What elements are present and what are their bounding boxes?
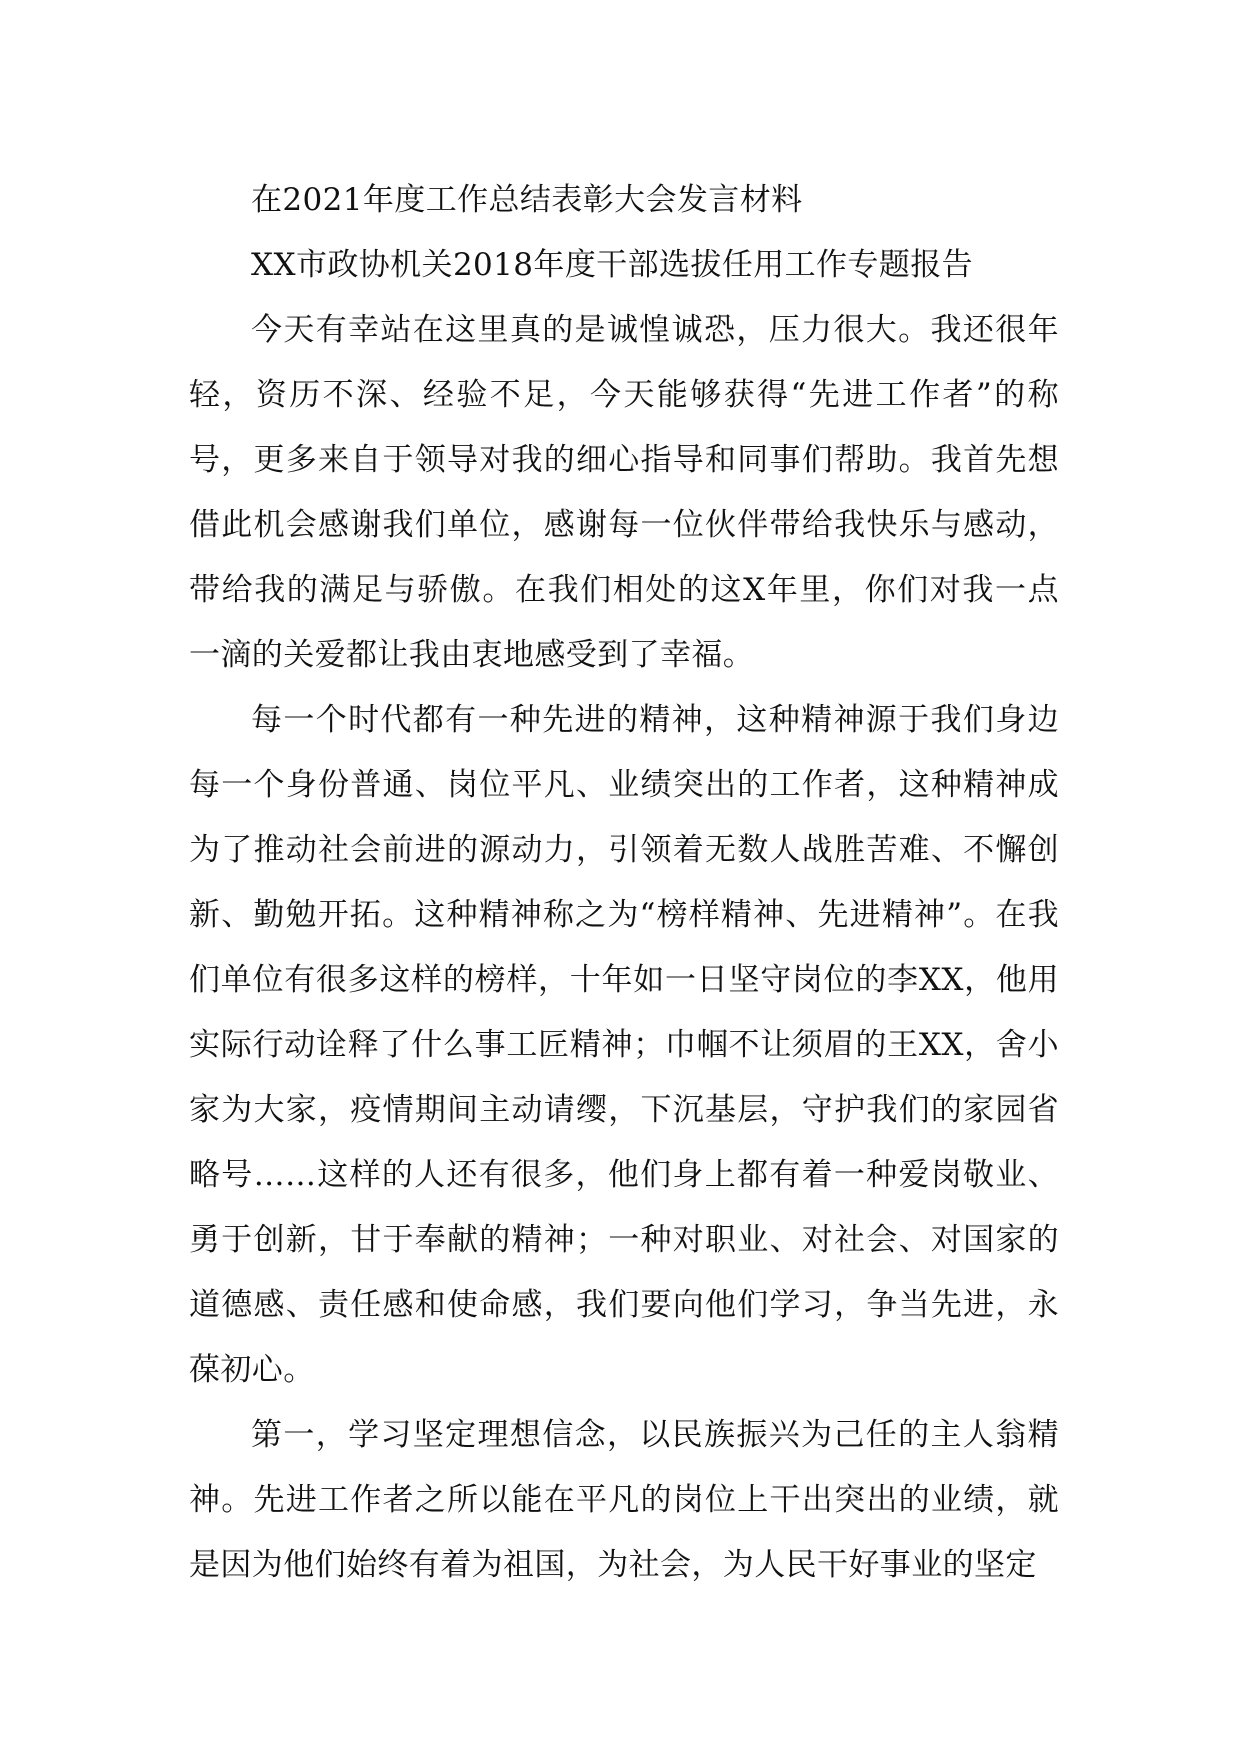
body-paragraph-3: 第一，学习坚定理想信念，以民族振兴为己任的主人翁精神。先进工作者之所以能在平凡的岗位上干出突出的业绩，就是因为他们始终有着为祖国，为社会，为人民干好事业的坚定 [189,1417,1059,1583]
body-paragraph-2: 每一个时代都有一种先进的精神，这种精神源于我们身边每一个身份普通、岗位平凡、业绩突出的工作者，这种精神成为了推动社会前进的源动力，引领着无数人战胜苦难、不懈创新、勤勉开拓。这种精神称之为“榜样精神、先进精神”。在我们单位有很多这样的榜样，十年如一日坚守岗位的李XX，他用实际行动诠释了什么事工匠精神；巾帼不让须眉的王XX，舍小家为大家，疫情期间主动请缨，下沉基层，守护我们的家园省略号……这样的人还有很多，他们身上都有着一种爱岗敬业、勇于创新，甘于奉献的精神；一种对职业、对社会、对国家的道德感、责任感和使命感，我们要向他们学习，争当先进，永葆初心。 [189,702,1059,1388]
document-title: 在2021年度工作总结表彰大会发言材料 [251,182,803,218]
document-body [189,168,1059,1598]
body-paragraph-1: 今天有幸站在这里真的是诚惶诚恐，压力很大。我还很年轻，资历不深、经验不足，今天能够获得“先进工作者”的称号，更多来自于领导对我的细心指导和同事们帮助。我首先想借此机会感谢我们单位，感谢每一位伙伴带给我快乐与感动，带给我的满足与骄傲。在我们相处的这X年里，你们对我一点一滴的关爱都让我由衷地感受到了幸福。 [189,312,1059,673]
document-subtitle: XX市政协机关2018年度干部选拔任用工作专题报告 [251,247,974,283]
